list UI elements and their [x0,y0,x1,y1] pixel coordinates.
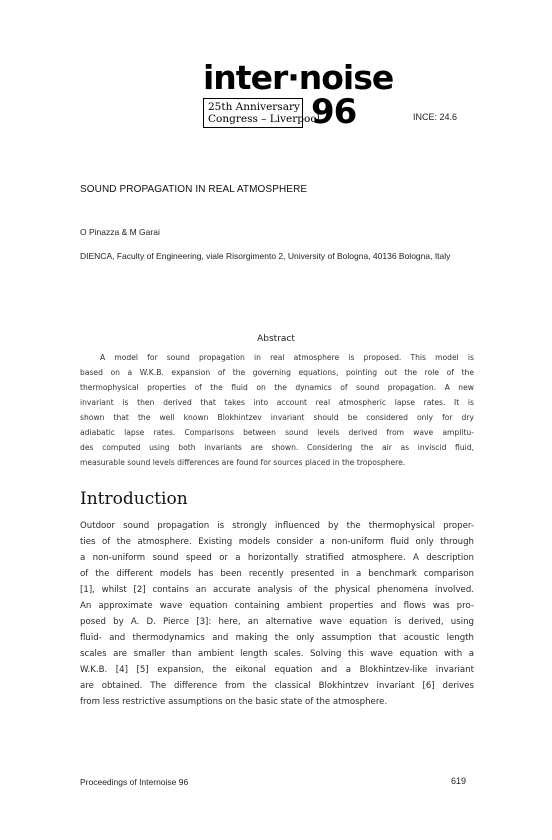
paper-title: SOUND PROPAGATION IN REAL ATMOSPHERE [80,184,308,195]
introduction-line: [1], whilst [2] contains an accurate analysis of the physical phenomena involved. [80,585,474,595]
abstract-body [80,350,474,470]
paper-authors: O Pinazza & M Garai [80,227,160,237]
abstract-line: shown that the well known Blokhintzev invariant should be considered only for dry [80,413,474,422]
page-number: 619 [451,776,467,786]
logo-box-line1: 25th Anniversary [208,101,300,113]
ince-code: INCE: 24.6 [413,112,458,122]
footer-proceedings: Proceedings of Internoise 96 [80,777,189,787]
abstract-line: des computed using both invariants are shown. Considering the air as inviscid fluid, [80,443,474,452]
introduction-line: posed by A. D. Pierce [3]: here, an alternative wave equation is derived, using [80,617,474,627]
conference-logo-box [203,98,320,128]
introduction-line: fluid- and thermodynamics and making the only assumption that acoustic length [80,633,474,643]
abstract-line: thermophysical properties of the fluid on the dynamics of sound propagation. A new [80,383,474,392]
introduction-line: scales are smaller than ambient length scales. Solving this wave equation with a [80,649,474,659]
conference-logo-year: 96 [311,92,357,132]
introduction-line: W.K.B. [4] [5] expansion, the eikonal equation and a Blokhintzev-like invariant [80,665,474,675]
section-heading-introduction: Introduction [80,489,188,509]
abstract-line: based on a W.K.B. expansion of the governing equations, pointing out the role of the [80,368,474,377]
abstract-line: A model for sound propagation in real atmosphere is proposed. This model is [100,353,474,362]
abstract-line: adiabatic lapse rates. Comparisons between sound levels derived from wave amplitu- [80,428,474,437]
introduction-line: ties of the atmosphere. Existing models consider a non-uniform fluid only through [80,537,474,547]
abstract-heading: Abstract [257,334,295,344]
paper-affiliation: DIENCA, Faculty of Engineering, viale Risorgimento 2, University of Bologna, 40136 Bologna, Italy [80,251,451,261]
logo-box-line2: Congress – Liverpool [208,113,320,125]
introduction-line: of the different models has been recently presented in a benchmark comparison [80,569,474,579]
introduction-line: Outdoor sound propagation is strongly influenced by the thermophysical proper- [80,521,474,531]
introduction-line: from less restrictive assumptions on the basic state of the atmosphere. [80,697,388,707]
introduction-line: are obtained. The difference from the classical Blokhintzev invariant [6] derives [80,681,474,691]
introduction-line: An approximate wave equation containing ambient properties and flows was pro- [80,601,474,611]
conference-logo-wordmark: inter·noise [203,58,394,97]
abstract-line: invariant is then derived that takes into account real atmospheric lapse rates. It is [80,398,474,407]
introduction-body [80,518,474,710]
abstract-line: measurable sound levels differences are found for sources placed in the troposphere. [80,458,406,467]
introduction-line: a non-uniform sound speed or a horizontally stratified atmosphere. A description [80,553,474,563]
